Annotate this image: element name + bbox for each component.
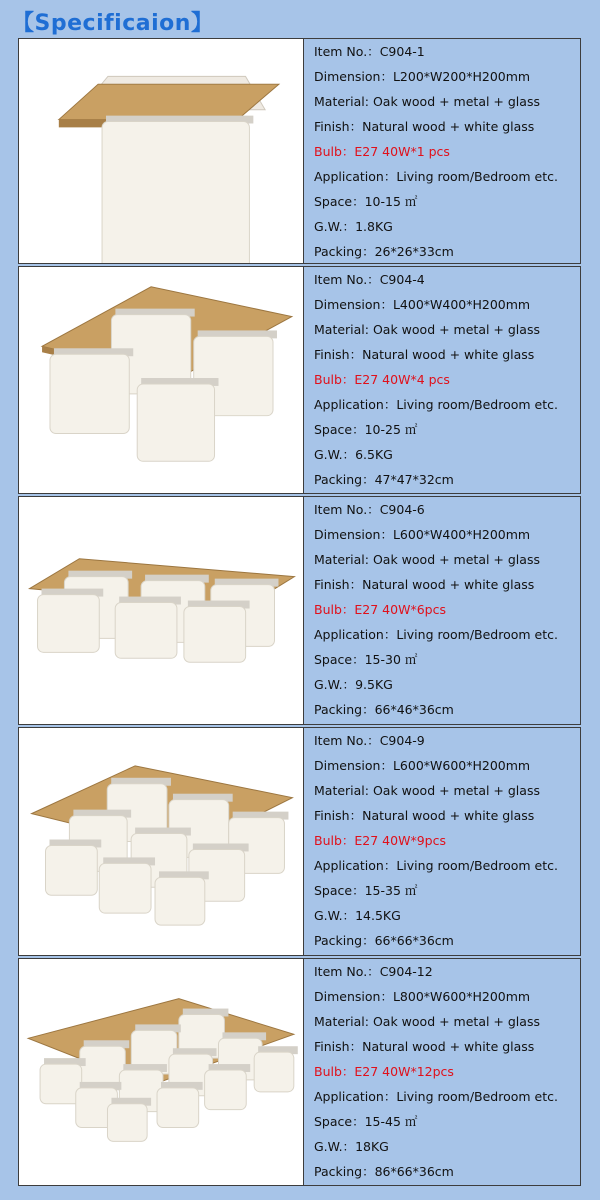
title-bracket-close: 】 xyxy=(190,11,214,36)
packing-value: 26*26*33cm xyxy=(374,244,454,259)
dimension-label: Dimension： xyxy=(314,758,393,773)
gross-weight-row xyxy=(314,672,576,697)
gross-weight-label: G.W.： xyxy=(314,447,356,462)
finish-row xyxy=(314,572,576,597)
material-row xyxy=(314,317,576,342)
item-no-row xyxy=(314,497,576,522)
dimension-value: L600*W400*H200mm xyxy=(392,527,531,542)
bulb-row xyxy=(314,139,576,164)
packing-label: Packing： xyxy=(314,702,375,717)
title-bracket-open: 【 xyxy=(12,11,35,36)
gross-weight-row xyxy=(314,1134,576,1159)
dimension-row xyxy=(314,522,576,547)
bulb-value: E27 40W*9pcs xyxy=(354,833,446,848)
lamp-illustration xyxy=(19,39,303,263)
lamp-illustration xyxy=(19,497,303,724)
bulb-row xyxy=(314,828,576,853)
application-value: Living room/Bedroom etc. xyxy=(396,1089,558,1104)
packing-value: 47*47*32cm xyxy=(374,472,454,487)
application-label: Application： xyxy=(314,169,397,184)
item-no-value: C904-12 xyxy=(379,964,433,979)
dimension-row xyxy=(314,292,576,317)
bulb-label: Bulb： xyxy=(314,602,355,617)
product-card xyxy=(18,727,581,956)
material-row xyxy=(314,89,576,114)
dimension-row xyxy=(314,984,576,1009)
spec-table xyxy=(314,39,576,264)
finish-label: Finish： xyxy=(314,808,363,823)
application-row xyxy=(314,853,576,878)
space-label: Space： xyxy=(314,883,365,898)
product-photo xyxy=(19,39,304,263)
item-no-row xyxy=(314,728,576,753)
packing-label: Packing： xyxy=(314,933,375,948)
space-label: Space： xyxy=(314,1114,365,1129)
dimension-label: Dimension： xyxy=(314,69,393,84)
space-value: 15-45 ㎡ xyxy=(364,1114,418,1129)
item-no-label: Item No.： xyxy=(314,44,380,59)
gross-weight-row xyxy=(314,442,576,467)
space-label: Space： xyxy=(314,652,365,667)
item-no-label: Item No.： xyxy=(314,272,380,287)
item-no-value: C904-4 xyxy=(379,272,425,287)
item-no-label: Item No.： xyxy=(314,964,380,979)
spec-table xyxy=(314,728,576,953)
application-value: Living room/Bedroom etc. xyxy=(396,169,558,184)
space-row xyxy=(314,647,576,672)
packing-label: Packing： xyxy=(314,1164,375,1179)
glass-shade xyxy=(205,1070,247,1110)
glass-shade xyxy=(38,595,100,653)
space-value: 15-30 ㎡ xyxy=(364,652,418,667)
application-label: Application： xyxy=(314,858,397,873)
material-label: Material: xyxy=(314,322,373,337)
gross-weight-value: 18KG xyxy=(355,1139,389,1154)
glass-shade xyxy=(107,1104,147,1142)
gross-weight-value: 6.5KG xyxy=(355,447,393,462)
finish-label: Finish： xyxy=(314,1039,363,1054)
gross-weight-label: G.W.： xyxy=(314,677,356,692)
bulb-row xyxy=(314,367,576,392)
product-card xyxy=(18,496,581,725)
material-label: Material: xyxy=(314,94,373,109)
material-label: Material: xyxy=(314,1014,373,1029)
space-row xyxy=(314,878,576,903)
dimension-label: Dimension： xyxy=(314,989,393,1004)
product-photo xyxy=(19,497,304,724)
packing-label: Packing： xyxy=(314,244,375,259)
finish-value: Natural wood + white glass xyxy=(362,347,535,362)
gross-weight-value: 9.5KG xyxy=(355,677,393,692)
finish-value: Natural wood + white glass xyxy=(362,577,535,592)
finish-row xyxy=(314,114,576,139)
packing-label: Packing： xyxy=(314,472,375,487)
finish-label: Finish： xyxy=(314,347,363,362)
bulb-label: Bulb： xyxy=(314,372,355,387)
gross-weight-value: 14.5KG xyxy=(355,908,401,923)
space-row xyxy=(314,189,576,214)
finish-value: Natural wood + white glass xyxy=(362,808,535,823)
application-label: Application： xyxy=(314,627,397,642)
glass-shade xyxy=(137,384,214,461)
item-no-value: C904-9 xyxy=(379,733,425,748)
item-no-row xyxy=(314,39,576,64)
product-photo xyxy=(19,728,304,955)
bulb-value: E27 40W*4 pcs xyxy=(354,372,450,387)
title-text: Specificaion xyxy=(34,11,191,36)
space-row xyxy=(314,1109,576,1134)
packing-row xyxy=(314,467,576,492)
glass-shade xyxy=(99,863,151,913)
application-row xyxy=(314,1084,576,1109)
gross-weight-label: G.W.： xyxy=(314,1139,356,1154)
item-no-label: Item No.： xyxy=(314,733,380,748)
dimension-value: L800*W600*H200mm xyxy=(392,989,531,1004)
packing-row xyxy=(314,239,576,264)
material-value: Oak wood + metal + glass xyxy=(372,552,540,567)
material-value: Oak wood + metal + glass xyxy=(372,94,540,109)
finish-label: Finish： xyxy=(314,119,363,134)
gross-weight-label: G.W.： xyxy=(314,908,356,923)
packing-row xyxy=(314,1159,576,1184)
product-photo xyxy=(19,267,304,493)
item-no-label: Item No.： xyxy=(314,502,380,517)
product-card xyxy=(18,266,581,494)
spec-table xyxy=(314,959,576,1184)
bulb-label: Bulb： xyxy=(314,833,355,848)
dimension-row xyxy=(314,753,576,778)
product-card xyxy=(18,958,581,1186)
dimension-value: L200*W200*H200mm xyxy=(392,69,531,84)
spec-table xyxy=(314,497,576,722)
finish-row xyxy=(314,342,576,367)
item-no-value: C904-6 xyxy=(379,502,425,517)
bulb-row xyxy=(314,597,576,622)
space-value: 10-15 ㎡ xyxy=(364,194,418,209)
packing-value: 86*66*36cm xyxy=(374,1164,454,1179)
finish-value: Natural wood + white glass xyxy=(362,119,535,134)
dimension-value: L400*W400*H200mm xyxy=(392,297,531,312)
bulb-row xyxy=(314,1059,576,1084)
glass-shade xyxy=(157,1088,199,1128)
gross-weight-value: 1.8KG xyxy=(355,219,393,234)
space-value: 10-25 ㎡ xyxy=(364,422,418,437)
bulb-value: E27 40W*1 pcs xyxy=(354,144,450,159)
lamp-illustration xyxy=(19,959,303,1185)
application-label: Application： xyxy=(314,397,397,412)
glass-shade xyxy=(254,1052,294,1092)
space-label: Space： xyxy=(314,422,365,437)
dimension-value: L600*W600*H200mm xyxy=(392,758,531,773)
item-no-row xyxy=(314,267,576,292)
dimension-label: Dimension： xyxy=(314,527,393,542)
bulb-value: E27 40W*12pcs xyxy=(354,1064,454,1079)
application-value: Living room/Bedroom etc. xyxy=(396,627,558,642)
finish-row xyxy=(314,803,576,828)
material-row xyxy=(314,1009,576,1034)
product-card xyxy=(18,38,581,264)
packing-row xyxy=(314,928,576,953)
item-no-row xyxy=(314,959,576,984)
application-label: Application： xyxy=(314,1089,397,1104)
material-label: Material: xyxy=(314,552,373,567)
application-value: Living room/Bedroom etc. xyxy=(396,858,558,873)
glass-shade xyxy=(115,603,177,659)
lamp-illustration xyxy=(19,728,303,955)
item-no-value: C904-1 xyxy=(379,44,425,59)
packing-row xyxy=(314,697,576,722)
oak-board xyxy=(59,84,279,119)
glass-shade xyxy=(46,845,98,895)
glass-shade xyxy=(155,877,205,925)
glass-shade xyxy=(50,354,129,433)
finish-value: Natural wood + white glass xyxy=(362,1039,535,1054)
bulb-value: E27 40W*6pcs xyxy=(354,602,446,617)
finish-label: Finish： xyxy=(314,577,363,592)
finish-row xyxy=(314,1034,576,1059)
space-value: 15-35 ㎡ xyxy=(364,883,418,898)
bulb-label: Bulb： xyxy=(314,144,355,159)
spec-table xyxy=(314,267,576,492)
application-row xyxy=(314,392,576,417)
application-value: Living room/Bedroom etc. xyxy=(396,397,558,412)
packing-value: 66*66*36cm xyxy=(374,933,454,948)
space-label: Space： xyxy=(314,194,365,209)
application-row xyxy=(314,622,576,647)
product-photo xyxy=(19,959,304,1185)
page-title xyxy=(12,6,213,36)
dimension-label: Dimension： xyxy=(314,297,393,312)
bulb-label: Bulb： xyxy=(314,1064,355,1079)
gross-weight-row xyxy=(314,214,576,239)
material-value: Oak wood + metal + glass xyxy=(372,322,540,337)
material-row xyxy=(314,778,576,803)
lamp-illustration xyxy=(19,267,303,493)
glass-shade xyxy=(102,122,249,263)
packing-value: 66*46*36cm xyxy=(374,702,454,717)
material-row xyxy=(314,547,576,572)
gross-weight-label: G.W.： xyxy=(314,219,356,234)
gross-weight-row xyxy=(314,903,576,928)
material-label: Material: xyxy=(314,783,373,798)
glass-shade xyxy=(184,607,246,663)
material-value: Oak wood + metal + glass xyxy=(372,783,540,798)
space-row xyxy=(314,417,576,442)
application-row xyxy=(314,164,576,189)
dimension-row xyxy=(314,64,576,89)
material-value: Oak wood + metal + glass xyxy=(372,1014,540,1029)
